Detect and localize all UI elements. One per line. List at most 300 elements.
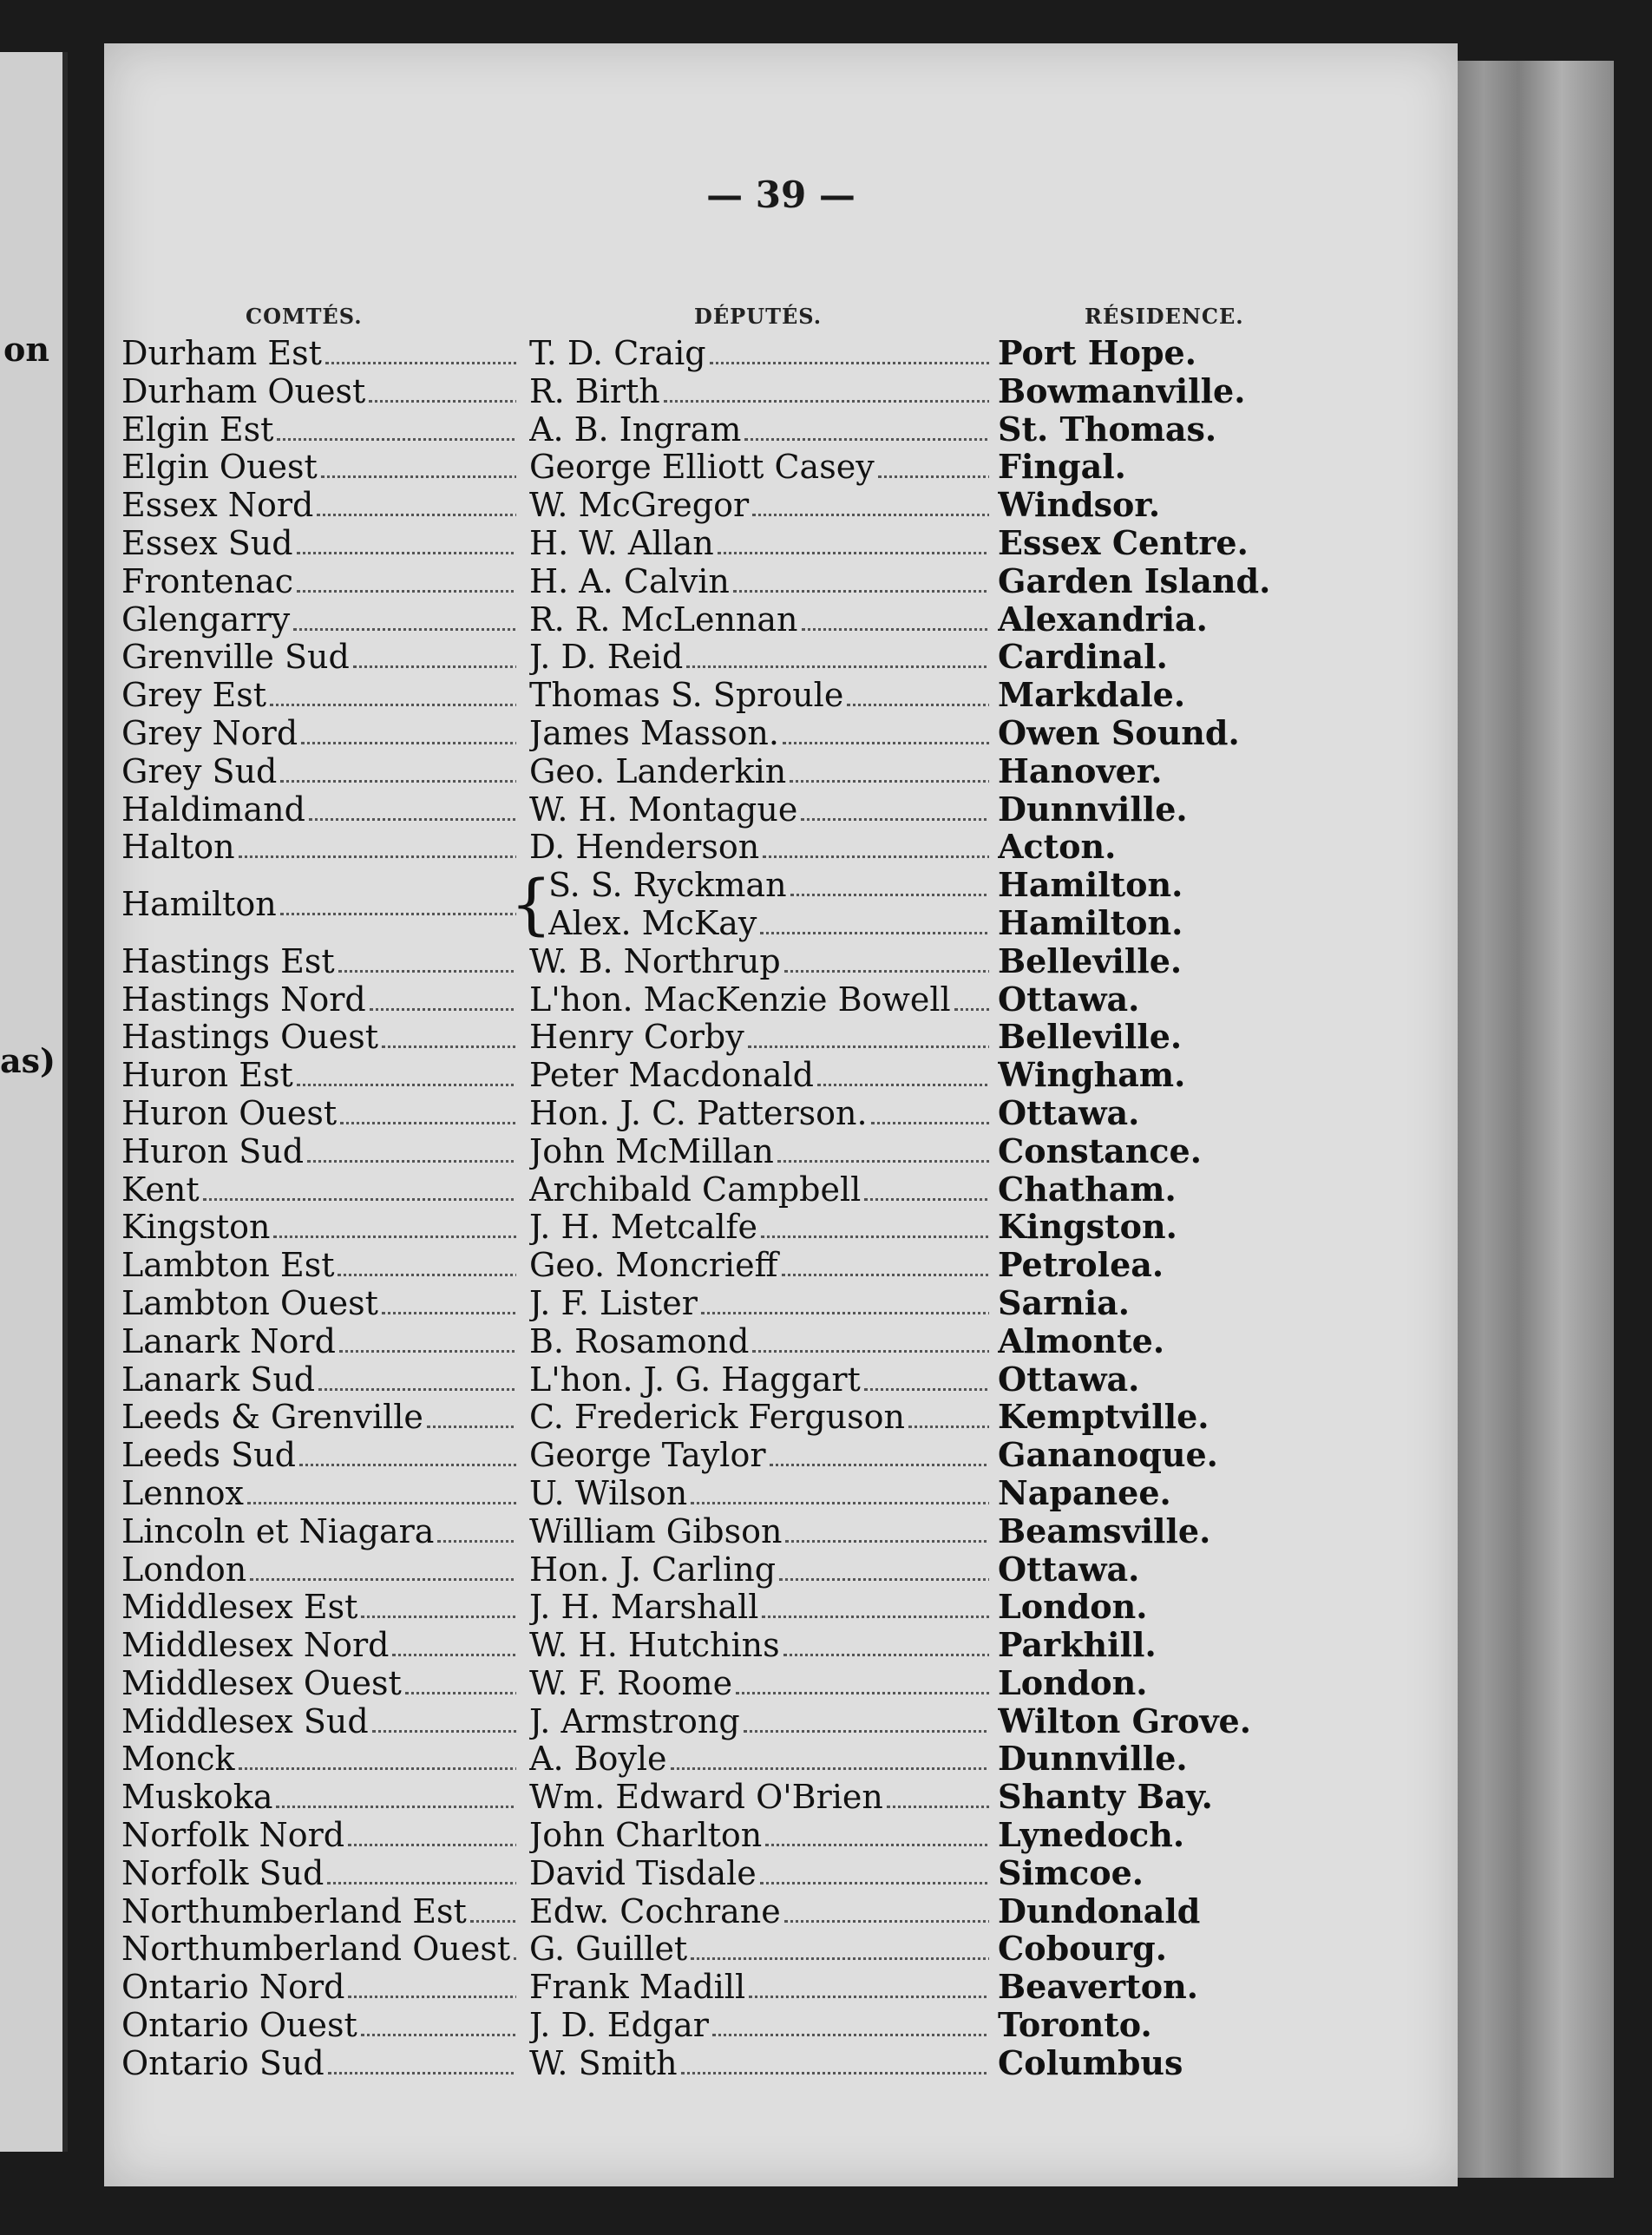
dot-leader <box>801 818 989 821</box>
residence-cell: Essex Centre. <box>998 523 1249 562</box>
header-comtes: COMTÉS. <box>246 304 363 329</box>
dot-leader <box>770 1464 990 1466</box>
comte-cell <box>121 1778 516 1816</box>
comte-name: Kingston <box>121 1208 271 1247</box>
table-row <box>121 1436 1354 1474</box>
comte-cell <box>121 1626 516 1664</box>
comte-cell <box>121 1208 516 1246</box>
dot-leader <box>309 818 516 821</box>
comte-name: Huron Ouest <box>121 1093 338 1132</box>
residence-cell: Napanee. <box>998 1473 1171 1512</box>
comte-cell <box>121 1512 516 1550</box>
residence-cell: Markdale. <box>998 676 1186 715</box>
dot-leader <box>203 1198 516 1201</box>
comte-cell <box>121 562 516 600</box>
residence-cell: Gananoque. <box>998 1436 1218 1475</box>
dot-leader <box>247 1502 516 1504</box>
residence-cell: Lynedoch. <box>998 1816 1185 1855</box>
comte-name: Durham Est <box>121 334 322 372</box>
comte-cell <box>121 1018 516 1056</box>
depute-cell <box>529 1170 989 1209</box>
table-row <box>121 1360 1354 1399</box>
dot-leader <box>691 1502 989 1504</box>
residence-cell: Wilton Grove. <box>998 1701 1251 1740</box>
comte-name: Lambton Ouest <box>121 1283 378 1322</box>
comte-cell <box>121 1398 516 1436</box>
depute-name: Archibald Campbell <box>529 1170 862 1209</box>
dot-leader <box>437 1540 516 1543</box>
dot-leader <box>321 475 516 478</box>
dot-leader <box>338 970 516 973</box>
depute-cell <box>529 1968 989 2006</box>
comte-name: Grenville Sud <box>121 638 350 677</box>
dot-leader <box>681 2072 989 2074</box>
residence-cell: Chatham. <box>998 1170 1177 1209</box>
comte-name: Huron Est <box>121 1056 293 1095</box>
comte-name: Monck <box>121 1740 235 1779</box>
residence-cell: Simcoe. <box>998 1853 1144 1892</box>
residence-cell: Cardinal. <box>998 638 1168 677</box>
residence-cell: Kingston. <box>998 1208 1177 1247</box>
dot-leader <box>372 1730 516 1733</box>
dot-leader <box>760 932 989 934</box>
dot-leader <box>405 1692 516 1694</box>
dot-leader <box>686 665 989 668</box>
comte-name: Grey Sud <box>121 751 278 790</box>
residence-cell: St. Thomas. <box>998 410 1217 449</box>
comte-cell <box>121 980 516 1019</box>
table-row <box>121 828 1354 866</box>
depute-cell <box>548 866 989 904</box>
depute-cell <box>529 1512 989 1550</box>
brace-glyph: { <box>510 865 553 943</box>
comte-name: London <box>121 1550 247 1589</box>
dot-leader <box>297 552 516 554</box>
comte-cell <box>121 1588 516 1626</box>
dot-leader <box>307 1160 516 1163</box>
depute-name: L'hon. J. G. Haggart <box>529 1360 861 1399</box>
table-row <box>121 562 1354 600</box>
depute-cell <box>529 372 989 410</box>
dot-leader <box>318 1388 516 1391</box>
dot-leader <box>427 1426 516 1428</box>
dot-leader <box>369 400 516 403</box>
comte-name: Hastings Nord <box>121 980 366 1019</box>
residence-cell: Bowmanville. <box>998 371 1246 410</box>
table-row <box>121 1702 1354 1740</box>
comte-cell <box>121 486 516 524</box>
residence-cell: Hanover. <box>998 751 1163 790</box>
table-row <box>121 1778 1354 1816</box>
comte-cell <box>121 1170 516 1209</box>
dot-leader <box>783 1654 989 1656</box>
dot-leader <box>718 552 989 554</box>
residence-cell: Sarnia. <box>998 1283 1130 1322</box>
dot-leader <box>752 514 989 516</box>
depute-name: Alex. McKay <box>548 904 757 943</box>
members-list-part-2 <box>121 942 1354 2082</box>
comte-name: Leeds Sud <box>121 1436 296 1475</box>
table-row <box>121 1968 1354 2006</box>
depute-cell <box>529 1854 989 1892</box>
dot-leader <box>348 1844 516 1846</box>
depute-cell <box>529 562 989 600</box>
comte-name: Middlesex Sud <box>121 1701 369 1740</box>
dot-leader <box>762 1616 989 1618</box>
residence-cell: Beamsville. <box>998 1511 1211 1550</box>
comte-name: Essex Sud <box>121 523 293 562</box>
depute-cell <box>529 1474 989 1512</box>
depute-name: Peter Macdonald <box>529 1056 815 1095</box>
dot-leader <box>239 855 516 858</box>
depute-name: J. Armstrong <box>529 1701 740 1740</box>
table-row <box>121 1132 1354 1170</box>
dot-leader <box>250 1578 516 1581</box>
residence-cell: Beaverton. <box>998 1968 1198 2007</box>
dot-leader <box>392 1654 516 1656</box>
dot-leader <box>817 1084 989 1086</box>
dot-leader <box>712 2034 989 2036</box>
depute-cell <box>529 1550 989 1589</box>
table-row <box>121 1740 1354 1778</box>
depute-cell <box>529 524 989 562</box>
depute-name: Geo. Moncrieff <box>529 1246 778 1285</box>
comte-name: Halton <box>121 828 235 867</box>
residence-cell: London. <box>998 1663 1148 1702</box>
comte-name: Elgin Ouest <box>121 448 318 487</box>
dot-leader <box>785 1540 989 1543</box>
comte-name: Huron Sud <box>121 1131 305 1170</box>
dot-leader <box>763 855 989 858</box>
depute-cell <box>529 600 989 639</box>
table-row <box>121 1018 1354 1056</box>
dot-leader <box>691 1957 989 1960</box>
dot-leader <box>361 1616 516 1618</box>
comte-name: Hastings Est <box>121 941 335 980</box>
comte-name: Grey Est <box>121 676 267 715</box>
depute-name: C. Frederick Ferguson <box>529 1398 906 1437</box>
dot-leader <box>887 1806 989 1808</box>
table-row <box>121 1930 1354 1968</box>
page-number: — 39 — <box>706 174 856 216</box>
residence-cell: Petrolea. <box>998 1246 1164 1285</box>
depute-cell <box>529 486 989 524</box>
depute-cell <box>529 1132 989 1170</box>
table-row <box>121 790 1354 829</box>
comte-cell <box>121 1816 516 1854</box>
residence-cell: Belleville. <box>998 1018 1183 1057</box>
comte-cell <box>121 752 516 790</box>
depute-name: A. B. Ingram <box>529 410 742 449</box>
comte-name: Lincoln et Niagara <box>121 1511 435 1550</box>
dot-leader <box>277 438 516 441</box>
depute-cell <box>529 1398 989 1436</box>
residence-cell: Fingal. <box>998 448 1126 487</box>
table-row <box>121 2044 1354 2082</box>
comte-name: Lennox <box>121 1473 244 1512</box>
dot-leader <box>299 1464 516 1466</box>
comte-cell <box>121 372 516 410</box>
table-row <box>121 1398 1354 1436</box>
comte-cell <box>121 1322 516 1360</box>
depute-cell <box>529 676 989 714</box>
table-row <box>121 486 1354 524</box>
residence-cell: Dundonald <box>998 1891 1201 1930</box>
depute-name: A. Boyle <box>529 1740 667 1779</box>
residence-cell: Port Hope. <box>998 334 1196 372</box>
header-deputes: DÉPUTÉS. <box>694 304 823 329</box>
comte-cell <box>121 1550 516 1589</box>
table-row <box>121 752 1354 790</box>
comte-cell <box>121 1246 516 1284</box>
depute-name: Henry Corby <box>529 1018 744 1057</box>
dot-leader <box>239 1767 516 1770</box>
dot-leader <box>276 1806 516 1808</box>
depute-cell <box>529 790 989 829</box>
table-row <box>121 638 1354 676</box>
table-row <box>121 600 1354 639</box>
residence-cell: Acton. <box>998 828 1117 867</box>
header-residence: RÉSIDENCE. <box>1085 304 1244 329</box>
comte-name: Northumberland Ouest <box>121 1930 511 1969</box>
dot-leader <box>864 1198 989 1201</box>
dot-leader <box>871 1122 989 1124</box>
residence-cell: Wingham. <box>998 1056 1186 1095</box>
depute-cell <box>529 1360 989 1399</box>
comte-cell <box>121 1436 516 1474</box>
comte-cell <box>121 2044 516 2082</box>
table-row <box>121 334 1354 372</box>
residence-cell: Alexandria. <box>998 600 1208 639</box>
comte-cell <box>121 1056 516 1094</box>
dot-leader <box>733 590 989 593</box>
residence-cell: Columbus <box>998 2043 1183 2082</box>
dot-leader <box>339 1350 516 1353</box>
dot-leader <box>270 704 516 706</box>
comte-cell <box>121 410 516 449</box>
depute-name: James Masson. <box>529 713 779 752</box>
depute-cell <box>529 752 989 790</box>
residence-cell: Constance. <box>998 1131 1202 1170</box>
depute-name: John McMillan <box>529 1131 774 1170</box>
dot-leader <box>908 1426 989 1428</box>
dot-leader <box>317 514 516 516</box>
depute-name: William Gibson <box>529 1511 783 1550</box>
depute-name: Geo. Landerkin <box>529 751 787 790</box>
depute-name: W. Smith <box>529 2043 678 2082</box>
table-row <box>121 980 1354 1019</box>
dot-leader <box>765 1844 989 1846</box>
dot-leader <box>297 590 516 593</box>
residence-cell: Ottawa. <box>998 980 1140 1019</box>
depute-cell <box>529 2006 989 2044</box>
residence-cell: Toronto. <box>998 2006 1152 2045</box>
dot-leader <box>782 1274 989 1276</box>
dot-leader <box>297 1084 516 1086</box>
depute-name: H. W. Allan <box>529 523 714 562</box>
dot-leader <box>878 475 989 478</box>
dot-leader <box>954 1008 989 1011</box>
depute-cell <box>529 1740 989 1778</box>
comte-cell <box>121 714 516 752</box>
comte-name: Lanark Nord <box>121 1321 336 1360</box>
comte-cell <box>121 448 516 486</box>
residence-cell: Ottawa. <box>998 1550 1140 1589</box>
residence-cell: Ottawa. <box>998 1093 1140 1132</box>
table-row-hamilton <box>121 866 1354 942</box>
table-row <box>121 714 1354 752</box>
comte-name: Norfolk Sud <box>121 1853 324 1892</box>
table-row <box>121 2006 1354 2044</box>
dot-leader <box>790 780 989 783</box>
comte-name: Frontenac <box>121 561 294 600</box>
comte-cell <box>121 1094 516 1132</box>
dot-leader <box>671 1767 989 1770</box>
comte-cell <box>121 1664 516 1702</box>
depute-cell <box>529 1626 989 1664</box>
depute-name: J. H. Marshall <box>529 1588 759 1627</box>
comte-cell <box>121 1968 516 2006</box>
comte-name: Kent <box>121 1170 200 1209</box>
depute-name: G. Guillet <box>529 1930 688 1969</box>
depute-cell <box>529 2044 989 2082</box>
dot-leader <box>779 1578 989 1581</box>
dot-leader <box>710 362 989 364</box>
dot-leader <box>744 1730 989 1733</box>
residence-cell: Hamilton. <box>998 904 1183 943</box>
table-row <box>121 448 1354 486</box>
dot-leader <box>348 1996 516 1998</box>
depute-name: W. McGregor <box>529 486 750 525</box>
comte-cell <box>121 1702 516 1740</box>
depute-cell <box>529 1056 989 1094</box>
comte-cell <box>121 1132 516 1170</box>
depute-cell <box>529 410 989 449</box>
depute-cell <box>529 1208 989 1246</box>
facing-page <box>0 52 68 2152</box>
comte-cell <box>121 1854 516 1892</box>
dot-leader <box>802 628 989 631</box>
residence-cell: Almonte. <box>998 1321 1165 1360</box>
comte-name: Ontario Sud <box>121 2043 324 2082</box>
residence-cell: Owen Sound. <box>998 713 1240 752</box>
residence-cell: Dunnville. <box>998 790 1188 829</box>
dot-leader <box>361 2034 516 2036</box>
table-row <box>121 372 1354 410</box>
depute-cell <box>529 448 989 486</box>
depute-name: J. D. Reid <box>529 638 684 677</box>
depute-name: Frank Madill <box>529 1968 746 2007</box>
comte-cell <box>121 600 516 639</box>
comte-cell <box>121 1740 516 1778</box>
table-row <box>121 1854 1354 1892</box>
comte-cell <box>121 942 516 980</box>
dot-leader <box>328 2072 516 2074</box>
dot-leader <box>353 665 516 668</box>
depute-cell <box>529 1816 989 1854</box>
comte-name: Lanark Sud <box>121 1360 316 1399</box>
dot-leader <box>783 742 989 744</box>
residence-cell: London. <box>998 1588 1148 1627</box>
table-row <box>121 1626 1354 1664</box>
dot-leader <box>293 628 516 631</box>
table-row <box>121 1246 1354 1284</box>
comte-cell <box>121 1360 516 1399</box>
depute-name: David Tisdale <box>529 1853 757 1892</box>
depute-cell <box>529 828 989 866</box>
dot-leader <box>514 1957 516 1960</box>
residence-cell: Dunnville. <box>998 1740 1188 1779</box>
depute-name: Edw. Cochrane <box>529 1891 781 1930</box>
depute-name: W. F. Roome <box>529 1663 733 1702</box>
depute-cell <box>529 1930 989 1968</box>
comte-cell <box>121 524 516 562</box>
depute-name: T. D. Craig <box>529 334 706 372</box>
residence-cell: Parkhill. <box>998 1626 1157 1665</box>
dot-leader <box>761 1235 989 1238</box>
residence-cell: Windsor. <box>998 486 1161 525</box>
dot-leader <box>784 1920 989 1923</box>
comte-name: Hastings Ouest <box>121 1018 378 1057</box>
table-row <box>121 1170 1354 1209</box>
residence-cell: Ottawa. <box>998 1360 1140 1399</box>
members-table <box>121 334 1354 2082</box>
depute-name: John Charlton <box>529 1816 763 1855</box>
depute-name: R. R. McLennan <box>529 600 798 639</box>
table-row <box>121 1322 1354 1360</box>
comte-name: Essex Nord <box>121 486 314 525</box>
dot-leader <box>749 1996 989 1998</box>
depute-name: W. H. Hutchins <box>529 1626 780 1665</box>
table-row <box>121 1588 1354 1626</box>
comte-name: Northumberland Est <box>121 1891 467 1930</box>
depute-cell <box>529 1664 989 1702</box>
depute-cell <box>529 1018 989 1056</box>
depute-cell <box>529 1892 989 1930</box>
comte-cell <box>121 790 516 829</box>
comte-name: Durham Ouest <box>121 371 366 410</box>
dot-leader <box>280 780 516 783</box>
table-row <box>121 410 1354 449</box>
depute-name: B. Rosamond <box>529 1321 750 1360</box>
dot-leader <box>847 704 989 706</box>
residence-cell: Belleville. <box>998 941 1183 980</box>
table-row <box>121 1512 1354 1550</box>
comte-name: Middlesex Nord <box>121 1626 390 1665</box>
table-row <box>121 1056 1354 1094</box>
depute-name: Hon. J. C. Patterson. <box>529 1093 868 1132</box>
comte-name: Norfolk Nord <box>121 1816 345 1855</box>
table-row <box>121 676 1354 714</box>
comte-name: Muskoka <box>121 1778 273 1817</box>
comte-cell <box>121 828 516 866</box>
table-row <box>121 1550 1354 1589</box>
depute-name: J. D. Edgar <box>529 2006 709 2045</box>
dot-leader <box>790 894 989 896</box>
dot-leader <box>382 1312 516 1314</box>
dot-leader <box>736 1692 989 1694</box>
depute-cell <box>529 1246 989 1284</box>
depute-name: George Taylor <box>529 1436 766 1475</box>
comte-name: Haldimand <box>121 790 305 829</box>
comte-name: Hamilton <box>121 885 277 924</box>
dot-leader <box>744 438 989 441</box>
book-page-edge <box>1440 61 1614 2178</box>
dot-leader <box>370 1008 516 1011</box>
depute-cell <box>529 1322 989 1360</box>
table-subrow <box>121 904 1354 942</box>
dot-leader <box>701 1312 989 1314</box>
